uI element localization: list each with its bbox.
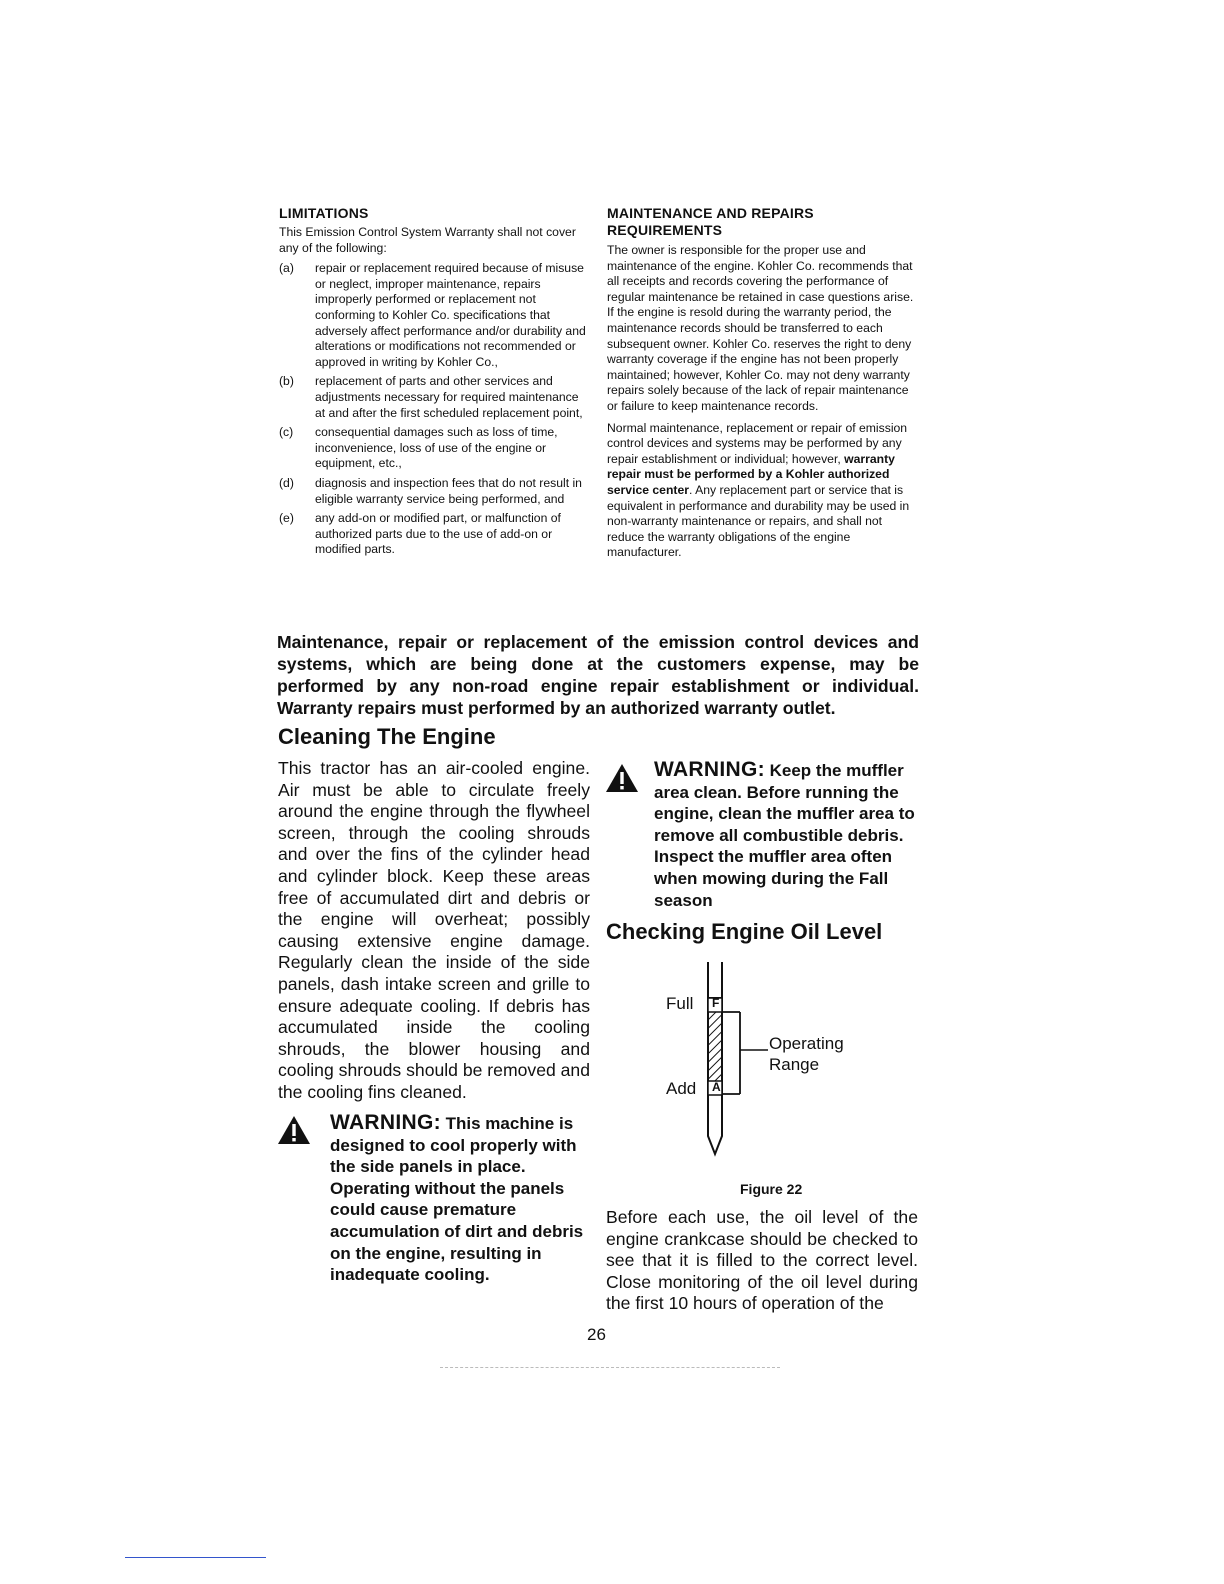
warranty-notice: Maintenance, repair or replacement of the emission control devices and systems, which are being done at the customers expense, may be performed by any non-road engine repair establishment or individual. Warranty repairs must performed by an authorized warranty outlet.: [277, 632, 919, 718]
add-label: Add: [666, 1079, 697, 1098]
f-mark: F: [712, 996, 720, 1010]
limitation-item: [279, 476, 591, 507]
oil-body: Before each use, the oil level of the engine crankcase should be checked to see that it is filled to the correct level. Close monitoring of the oil level during the first 10 hours of operation of the: [606, 1207, 918, 1314]
scan-artifact: [440, 1367, 780, 1369]
a-mark: A: [712, 1080, 721, 1094]
limitation-item: [279, 374, 591, 421]
item-text: consequential damages such as loss of time, inconvenience, loss of use of the engine or equipment, etc.,: [315, 425, 558, 471]
limitation-item: [279, 425, 591, 472]
maintenance-section: [607, 205, 919, 561]
figure-caption: Figure 22: [740, 1181, 803, 1197]
item-label: (d): [279, 475, 294, 490]
dipstick-figure: [640, 960, 870, 1170]
range-label-2: Range: [769, 1055, 820, 1074]
warning-text: This machine is designed to cool properly with the side panels in place. Operating without the panels could cause premature accumulation of dirt and debris on the engine, resulting in inadequate cooling.: [330, 1114, 584, 1285]
maintenance-title: MAINTENANCE AND REPAIRS REQUIREMENTS: [607, 205, 814, 238]
item-label: (b): [279, 374, 294, 389]
item-text: repair or replacement required because of misuse or neglect, improper maintenance, repairs improperly performed or replacement not conforming to Kohler Co. specifications that adversely affect performance and/or durability and alterations or modifications not recommended or approved in writing by Kohler Co.,: [315, 261, 586, 369]
muffler-warning: [654, 759, 920, 911]
item-text: any add-on or modified part, or malfunction of authorized parts due to the use of add-on or modified parts.: [315, 511, 561, 557]
oil-heading: Checking Engine Oil Level: [606, 919, 883, 944]
limitation-item: [279, 261, 591, 370]
maintenance-para-2: [607, 421, 919, 561]
limitations-intro: This Emission Control System Warranty shall not cover any of the following:: [279, 225, 576, 255]
range-label-1: Operating: [769, 1034, 844, 1053]
para2-start: Normal maintenance, replacement or repair of emission control devices and systems may be performed by any repair establishment or individual; however,: [607, 420, 908, 466]
page-number: 26: [587, 1325, 606, 1344]
item-text: diagnosis and inspection fees that do not result in eligible warranty service being performed, and: [315, 475, 582, 506]
item-label: (e): [279, 511, 294, 526]
cleaning-body: This tractor has an air-cooled engine. Air must be able to circulate freely around the engine through the flywheel screen, through the cooling shrouds and over the fins of the cylinder head and cylinder block. Keep these areas free of accumulated dirt and debris or the engine will overheat; possibly causing extensive engine damage. Regularly clean the inside of the side panels, dash intake screen and grille to ensure adequate cooling. If debris has accumulated inside the cooling shrouds, the blower housing and cooling shrouds should be removed and the cooling fins cleaned.: [278, 758, 591, 1102]
cleaning-heading: Cleaning The Engine: [278, 724, 496, 749]
warning-text: Keep the muffler area clean. Before running the engine, clean the muffler area to remove all combustible debris. Inspect the muffler area often when mowing during the Fall season: [654, 761, 915, 910]
warning-label: WARNING:: [330, 1111, 441, 1134]
para2-bold: warranty repair must be performed by a Kohler authorized service center: [607, 451, 895, 497]
item-label: (a): [279, 261, 294, 276]
item-text: replacement of parts and other services and adjustments necessary for required maintenance at and after the first scheduled replacement point,: [315, 374, 583, 420]
warning-label: WARNING:: [654, 758, 765, 781]
warning-triangle-icon: [277, 1115, 311, 1145]
limitation-item: [279, 511, 591, 558]
limitations-title: LIMITATIONS: [279, 205, 369, 221]
warning-triangle-icon: [605, 763, 639, 793]
full-label: Full: [666, 994, 694, 1013]
limitations-section: [279, 205, 591, 562]
para2-end: . Any replacement part or service that is equivalent in performance and durability may be used in non-warranty maintenance or repairs, and shall not reduce the warranty obligations of the engine manufacturer.: [607, 482, 910, 560]
link-underline: [125, 1557, 266, 1558]
cooling-warning: [330, 1112, 592, 1286]
item-label: (c): [279, 425, 294, 440]
dipstick-diagram: [640, 960, 870, 1170]
maintenance-para-1: The owner is responsible for the proper use and maintenance of the engine. Kohler Co. recommends that all receipts and records covering the performance of regular maintenance be retained in case questions arise. If the engine is resold during the warranty period, the maintenance records should be transferred to each subsequent owner. Kohler Co. reserves the right to deny warranty coverage if the engine has not been properly maintained; however, Kohler Co. may not deny warranty repairs solely because of the lack of repair maintenance or failure to keep maintenance records.: [607, 243, 914, 413]
